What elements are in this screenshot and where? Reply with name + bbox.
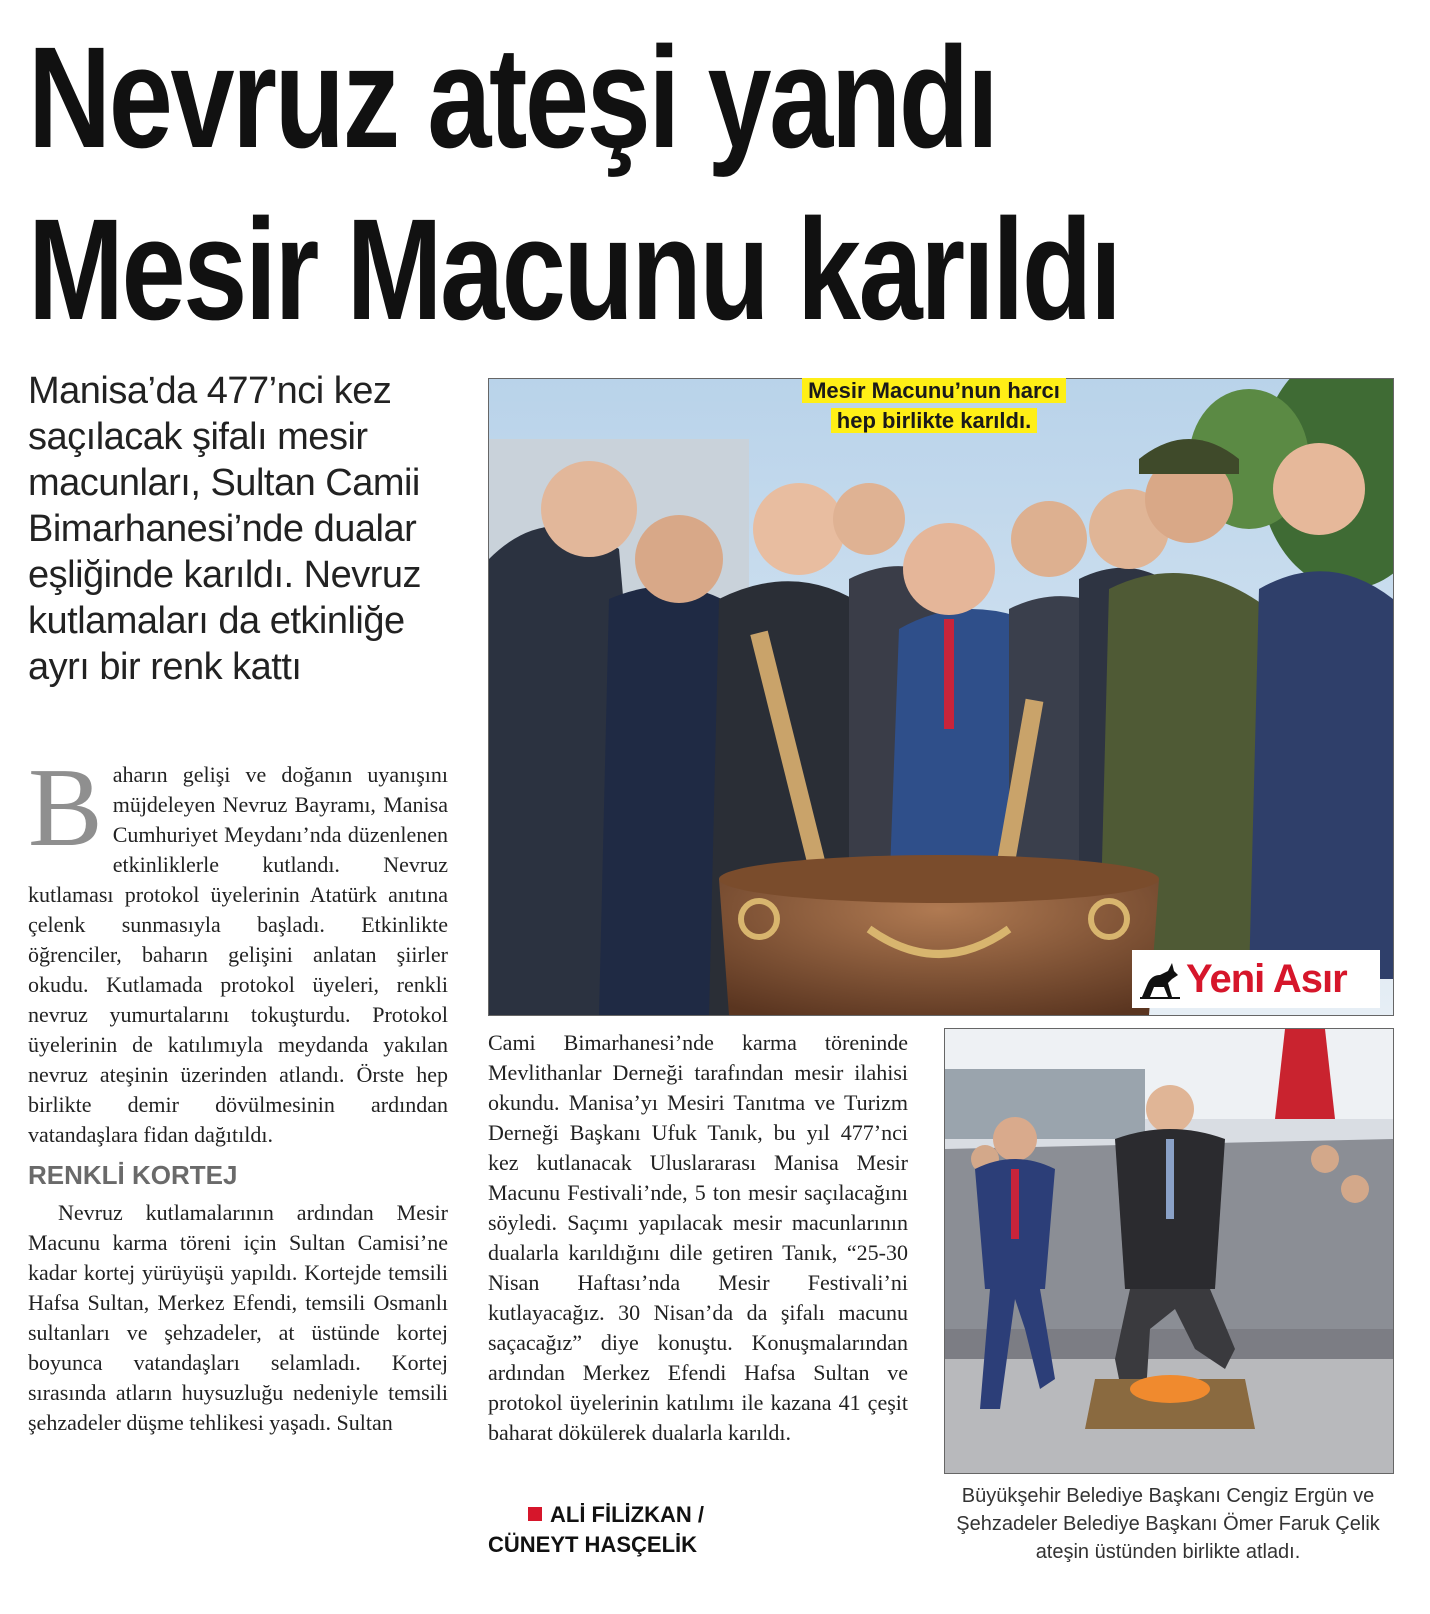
drop-cap: B (28, 746, 103, 870)
yeni-asir-logo (1132, 950, 1380, 1008)
body-paragraph-1 (28, 746, 448, 1150)
logo-text: Yeni Asır (1186, 956, 1347, 1001)
photo-highlight-text: Mesir Macunu’nun harcı hep birlikte karıldı. (802, 378, 1066, 433)
byline (488, 1500, 908, 1560)
body-paragraph-2: Nevruz kutlamalarının ardından Mesir Macunu karma töreni için Sultan Camisi’ne kadar kortej yürüyüşü yapıldı. Kortejde temsili Hafsa Sultan, Merkez Efendi, temsili Osmanlı sultanları ve şehzadeler, at üstünde kortej boyunca vatandaşları selamladı. Kortej sırasında atların huysuzluğu nedeniyle temsili şehzadeler düşme tehlikesi yaşadı. Sultan (28, 1200, 448, 1435)
side-photo-caption: Büyükşehir Belediye Başkanı Cengiz Ergün ve Şehzadeler Belediye Başkanı Ömer Faruk Çelik ateşin üstünden birlikte atladı. (956, 1485, 1380, 1563)
body-paragraph-3: Cami Bimarhanesi’nde karma töreninde Mevlithanlar Derneği tarafından mesir ilahisi okundu. Manisa’yı Mesiri Tanıtma ve Turizm Derneği Başkanı Ufuk Tanık, bu yıl 477’nci kez kutlanacak Uluslararası Manisa Mesir Macunu Festivali’nde, 5 ton mesir saçılacağını söyledi. Saçımı yapılacak mesir macunlarının dualarla karıldığını dile getiren Tanık, “25-30 Nisan Haftası’nda Mesir Festivali’ni kutlayacağız. 30 Nisan’da da şifalı macunu saçacağız” diye konuştu. Konuşmalarından ardından Merkez Efendi Hafsa Sultan ve protokol üyelerinin katılımı ile kazana 41 çeşit baharat dökülerek dualarla karıldı. (488, 1030, 908, 1445)
byline-square-icon (528, 1507, 542, 1521)
side-photo (944, 1028, 1394, 1474)
headline-line-1: Nevruz ateşi yandı (28, 17, 997, 178)
body-column-2 (488, 1028, 908, 1448)
byline-line-1 (488, 1500, 908, 1530)
horse-rider-icon (1138, 957, 1182, 1001)
body-column-1 (28, 746, 448, 1438)
photo-highlight-caption (800, 376, 1068, 436)
main-photo (488, 378, 1394, 1016)
body-paragraph-1-text: aharın gelişi ve doğanın uyanışını müjdeleyen Nevruz Bayramı, Manisa Cumhuriyet Meydanı’nda düzenlenen etkinliklerle kutlandı. Nevruz kutlaması protokol üyelerinin Atatürk anıtına çelenk sunmasıyla başladı. Etkinlikte öğrenciler, baharın gelişini anlatan şiirler okudu. Kutlamada protokol üyeleri, renkli nevruz yumurtalarını tokuşturdu. Protokol üyelerinin de katılımıyla meydanda yakılan nevruz ateşinin üzerinden atlandı. Örste hep birlikte demir dövülmesinin ardından vatandaşlara fidan dağıtıldı. (28, 762, 448, 1147)
main-photo-image (489, 379, 1393, 1015)
article-deck: Manisa’da 477’nci kez saçılacak şifalı mesir macunları, Sultan Camii Bimarhanesi’nde dualar eşliğinde karıldı. Nevruz kutlamaları da etkinliğe ayrı bir renk kattı (28, 370, 422, 688)
side-photo-image (945, 1029, 1393, 1473)
byline-author-2: CÜNEYT HASÇELİK (488, 1532, 698, 1557)
subhead-renkli-kortej: RENKLİ KORTEJ (28, 1160, 238, 1190)
byline-author-1: ALİ FİLİZKAN / (550, 1502, 704, 1527)
headline-line-2: Mesir Macunu karıldı (28, 189, 1120, 350)
